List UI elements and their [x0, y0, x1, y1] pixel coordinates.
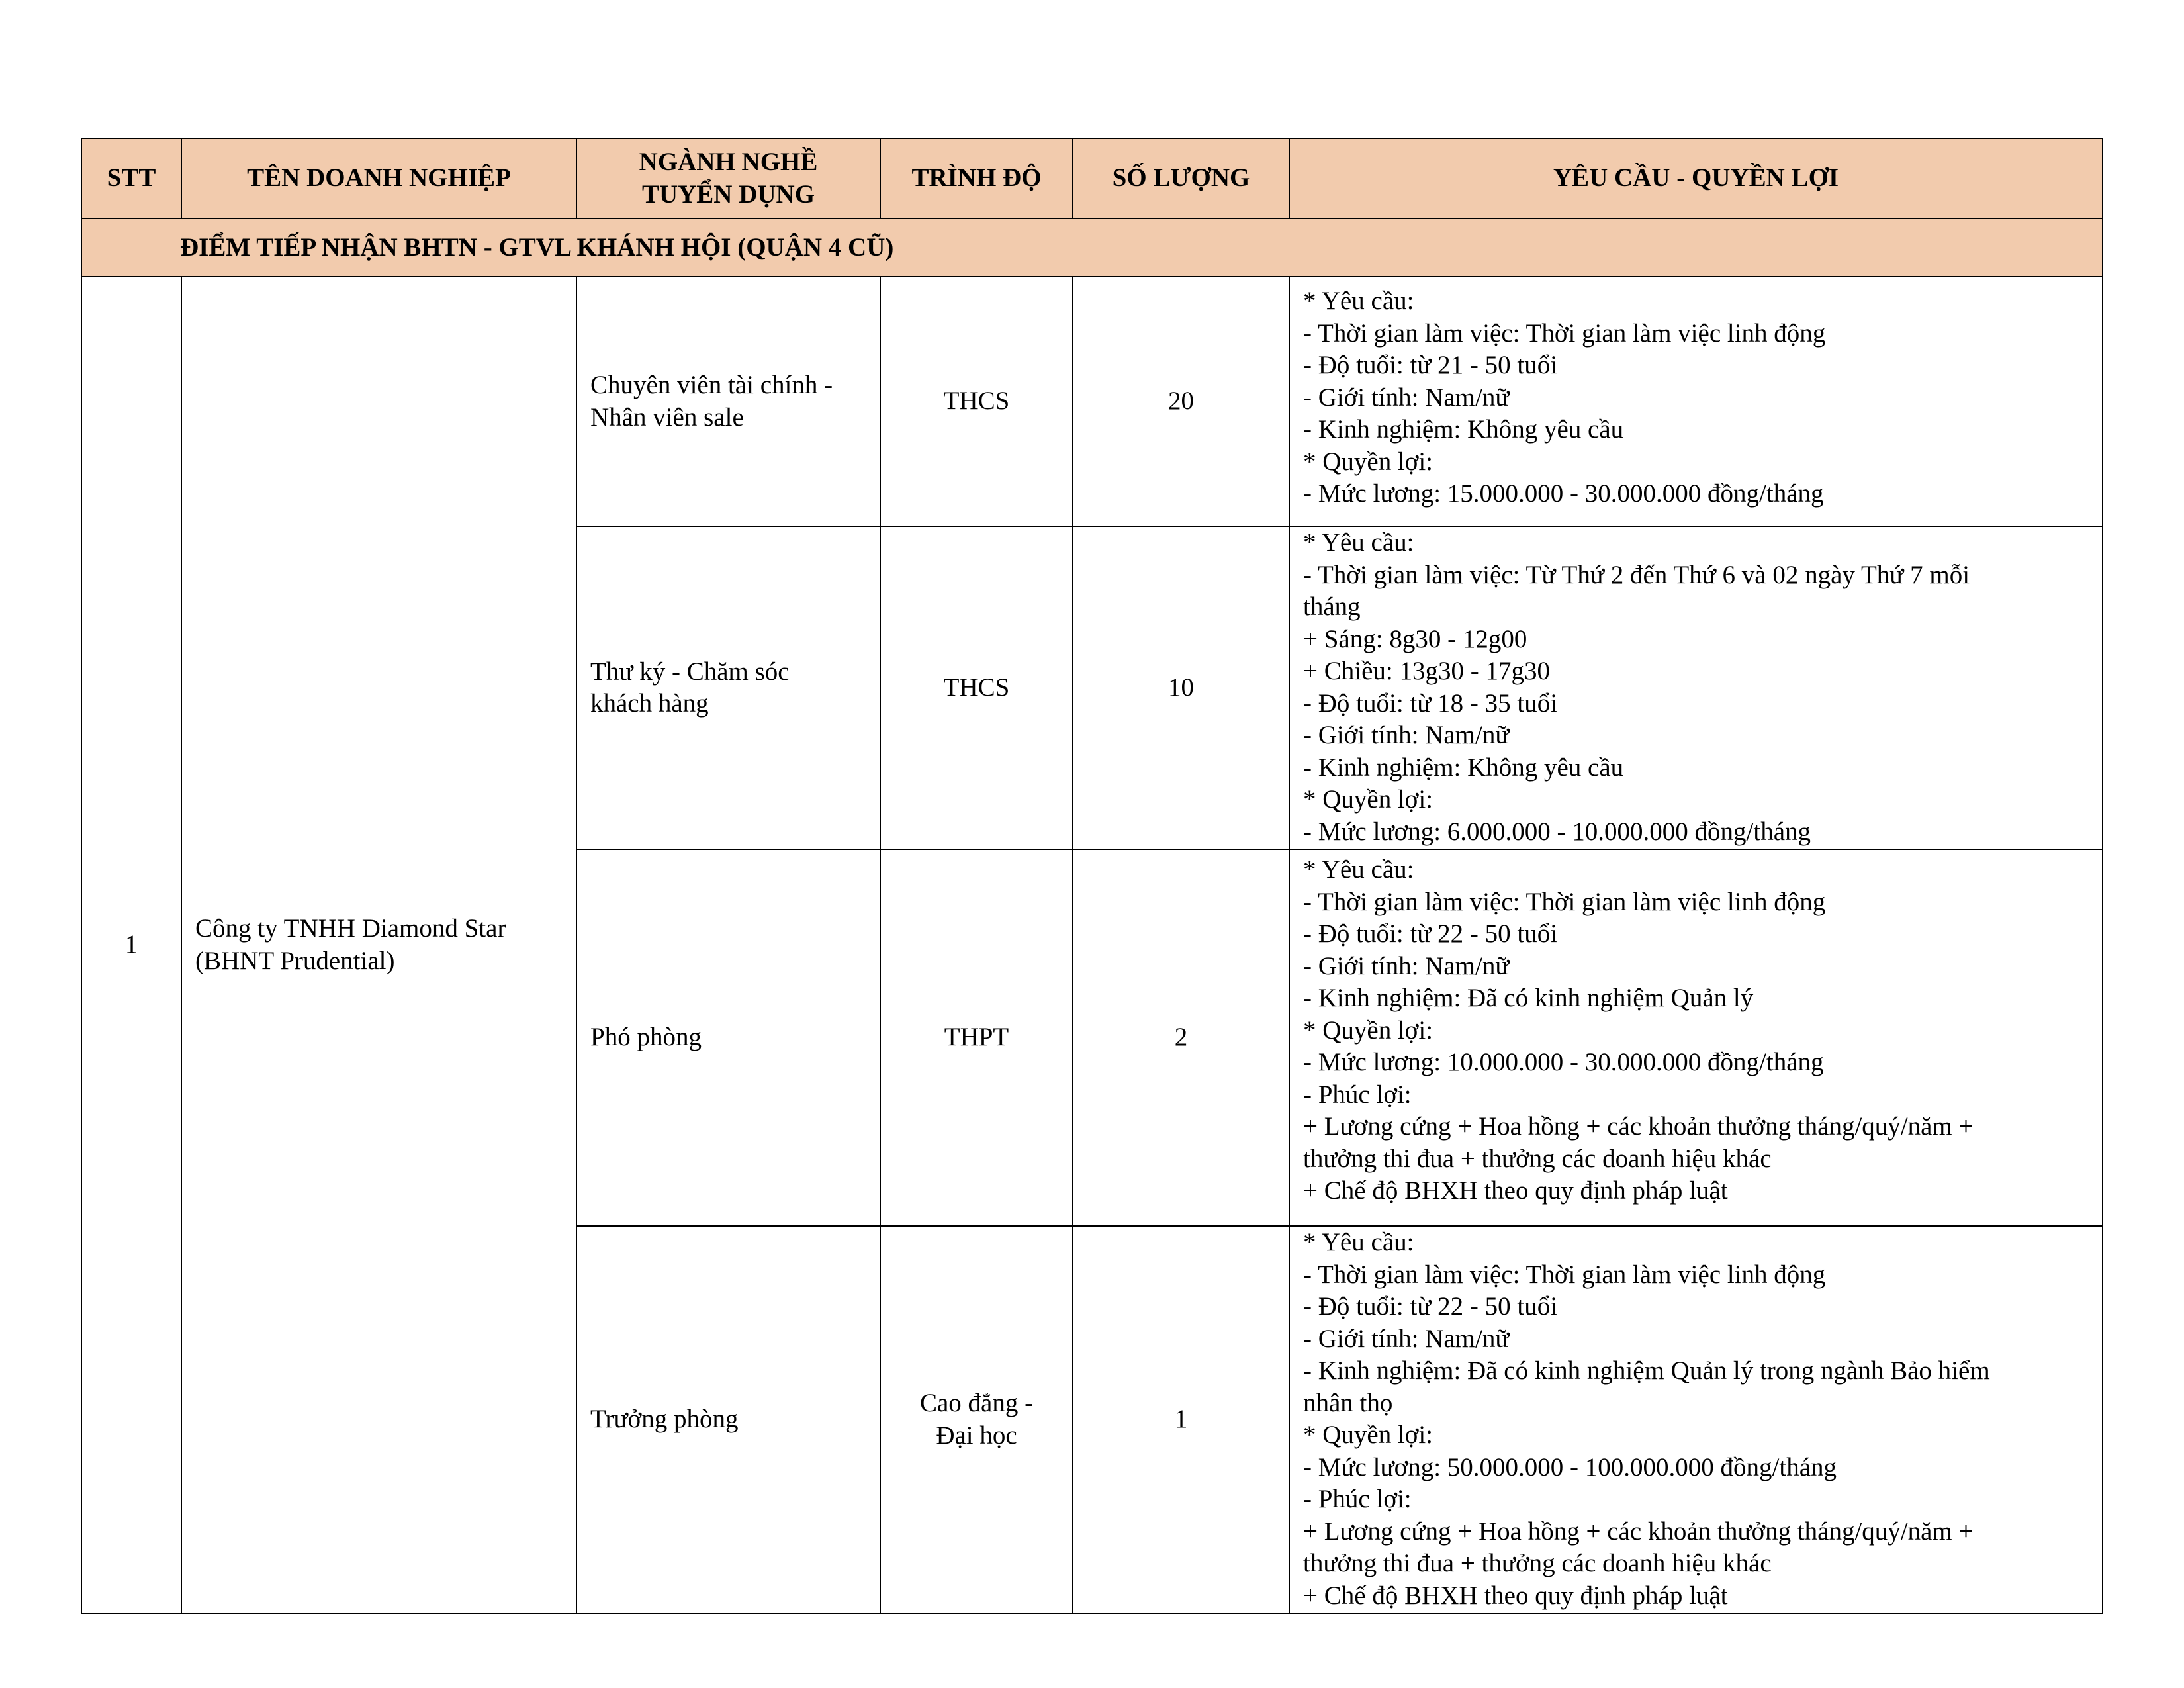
occupation-line1: Thư ký - Chăm sóc	[590, 657, 790, 686]
detail-line: - Độ tuổi: từ 18 - 35 tuổi	[1303, 688, 1558, 718]
requirements-cell	[1289, 526, 2103, 849]
occupation-cell	[576, 849, 880, 1226]
occupation-line2: khách hàng	[590, 689, 709, 718]
level-line1: THCS	[943, 673, 1010, 702]
detail-line: - Kinh nghiệm: Đã có kinh nghiệm Quản lý	[1303, 984, 1754, 1012]
quantity-cell: 10	[1073, 526, 1289, 849]
detail-line: * Quyền lợi:	[1303, 785, 1433, 814]
detail-line: + Sáng: 8g30 - 12g00	[1303, 624, 1527, 653]
table-header-row	[81, 138, 2103, 218]
detail-line: - Mức lương: 6.000.000 - 10.000.000 đồng/tháng	[1303, 817, 1811, 846]
detail-line: + Chế độ BHXH theo quy định pháp luật	[1303, 1581, 1728, 1610]
company-name-line2: (BHNT Prudential)	[195, 946, 395, 975]
detail-line: - Kinh nghiệm: Đã có kinh nghiệm Quản lý trong ngành Bảo hiểm	[1303, 1356, 1990, 1385]
detail-line: - Kinh nghiệm: Không yêu cầu	[1303, 753, 1624, 782]
detail-line: - Mức lương: 15.000.000 - 30.000.000 đồng/tháng	[1303, 479, 1824, 508]
occupation-line1: Trưởng phòng	[590, 1405, 739, 1434]
detail-line: * Quyền lợi:	[1303, 1015, 1433, 1045]
detail-line: - Độ tuổi: từ 22 - 50 tuổi	[1303, 919, 1558, 948]
level-cell	[880, 526, 1073, 849]
detail-line: * Quyền lợi:	[1303, 1421, 1433, 1449]
detail-line: tháng	[1303, 592, 1361, 621]
detail-line: - Kinh nghiệm: Không yêu cầu	[1303, 415, 1624, 444]
table-row	[81, 277, 2103, 526]
header-occupation-line1: NGÀNH NGHỀ	[639, 148, 818, 176]
header-company: TÊN DOANH NGHIỆP	[181, 138, 576, 218]
company-name-line1: Công ty TNHH Diamond Star	[195, 914, 506, 943]
detail-line: - Giới tính: Nam/nữ	[1303, 951, 1510, 980]
quantity-cell: 1	[1073, 1226, 1289, 1613]
section-row	[81, 218, 2103, 277]
detail-line: + Chiều: 13g30 - 17g30	[1303, 657, 1550, 685]
detail-line: - Độ tuổi: từ 21 - 50 tuổi	[1303, 351, 1558, 379]
requirements-cell	[1289, 1226, 2103, 1613]
requirements-cell	[1289, 277, 2103, 526]
level-line1: Cao đẳng -	[919, 1389, 1034, 1417]
detail-line: nhân thọ	[1303, 1388, 1393, 1417]
detail-line: - Thời gian làm việc: Thời gian làm việc linh động	[1303, 318, 1826, 348]
detail-line: - Giới tính: Nam/nữ	[1303, 1324, 1510, 1353]
detail-line: * Quyền lợi:	[1303, 447, 1433, 476]
detail-line: * Yêu cầu:	[1303, 1228, 1414, 1256]
detail-line: - Mức lương: 50.000.000 - 100.000.000 đồng/tháng	[1303, 1452, 1837, 1481]
detail-line: - Độ tuổi: từ 22 - 50 tuổi	[1303, 1292, 1558, 1321]
detail-line: + Lương cứng + Hoa hồng + các khoản thưởng tháng/quý/năm +	[1303, 1517, 1974, 1546]
occupation-line2: Nhân viên sale	[590, 402, 744, 432]
detail-line: - Thời gian làm việc: Thời gian làm việc linh động	[1303, 887, 1826, 916]
header-requirements: YÊU CẦU - QUYỀN LỢI	[1289, 138, 2103, 218]
occupation-line1: Phó phòng	[590, 1023, 702, 1052]
occupation-line1: Chuyên viên tài chính -	[590, 371, 833, 399]
level-line1: THPT	[944, 1023, 1009, 1052]
level-line2: Đại học	[936, 1421, 1017, 1450]
occupation-cell	[576, 1226, 880, 1613]
header-occupation-line2: TUYỂN DỤNG	[641, 179, 815, 209]
detail-line: - Mức lương: 10.000.000 - 30.000.000 đồng/tháng	[1303, 1048, 1824, 1076]
header-quantity: SỐ LƯỢNG	[1073, 138, 1289, 218]
occupation-cell	[576, 526, 880, 849]
detail-line: + Chế độ BHXH theo quy định pháp luật	[1303, 1176, 1728, 1205]
header-stt: STT	[81, 138, 181, 218]
occupation-cell	[576, 277, 880, 526]
quantity-cell: 2	[1073, 849, 1289, 1226]
detail-line: * Yêu cầu:	[1303, 287, 1414, 315]
level-cell	[880, 1226, 1073, 1613]
detail-line: * Yêu cầu:	[1303, 528, 1414, 557]
detail-line: + Lương cứng + Hoa hồng + các khoản thưởng tháng/quý/năm +	[1303, 1112, 1974, 1141]
level-cell	[880, 849, 1073, 1226]
job-listing-table	[81, 138, 2103, 1614]
detail-line: - Giới tính: Nam/nữ	[1303, 721, 1510, 749]
requirements-cell	[1289, 849, 2103, 1226]
detail-line: - Phúc lợi:	[1303, 1080, 1412, 1109]
level-line1: THCS	[943, 387, 1010, 416]
stt-cell: 1	[81, 277, 181, 1613]
detail-line: - Thời gian làm việc: Từ Thứ 2 đến Thứ 6 và 02 ngày Thứ 7 mỗi	[1303, 560, 1970, 589]
level-cell	[880, 277, 1073, 526]
section-title: ĐIỂM TIẾP NHẬN BHTN - GTVL KHÁNH HỘI (QUẬN 4 CŨ)	[81, 218, 2103, 277]
detail-line: - Phúc lợi:	[1303, 1485, 1412, 1513]
detail-line: thưởng thi đua + thưởng các doanh hiệu khác	[1303, 1549, 1772, 1577]
detail-line: thưởng thi đua + thưởng các doanh hiệu khác	[1303, 1144, 1772, 1173]
detail-line: - Thời gian làm việc: Thời gian làm việc linh động	[1303, 1260, 1826, 1289]
detail-line: - Giới tính: Nam/nữ	[1303, 383, 1510, 412]
header-level: TRÌNH ĐỘ	[880, 138, 1073, 218]
detail-line: * Yêu cầu:	[1303, 855, 1414, 884]
company-name-cell	[181, 277, 576, 1613]
quantity-cell: 20	[1073, 277, 1289, 526]
header-occupation	[576, 138, 880, 218]
